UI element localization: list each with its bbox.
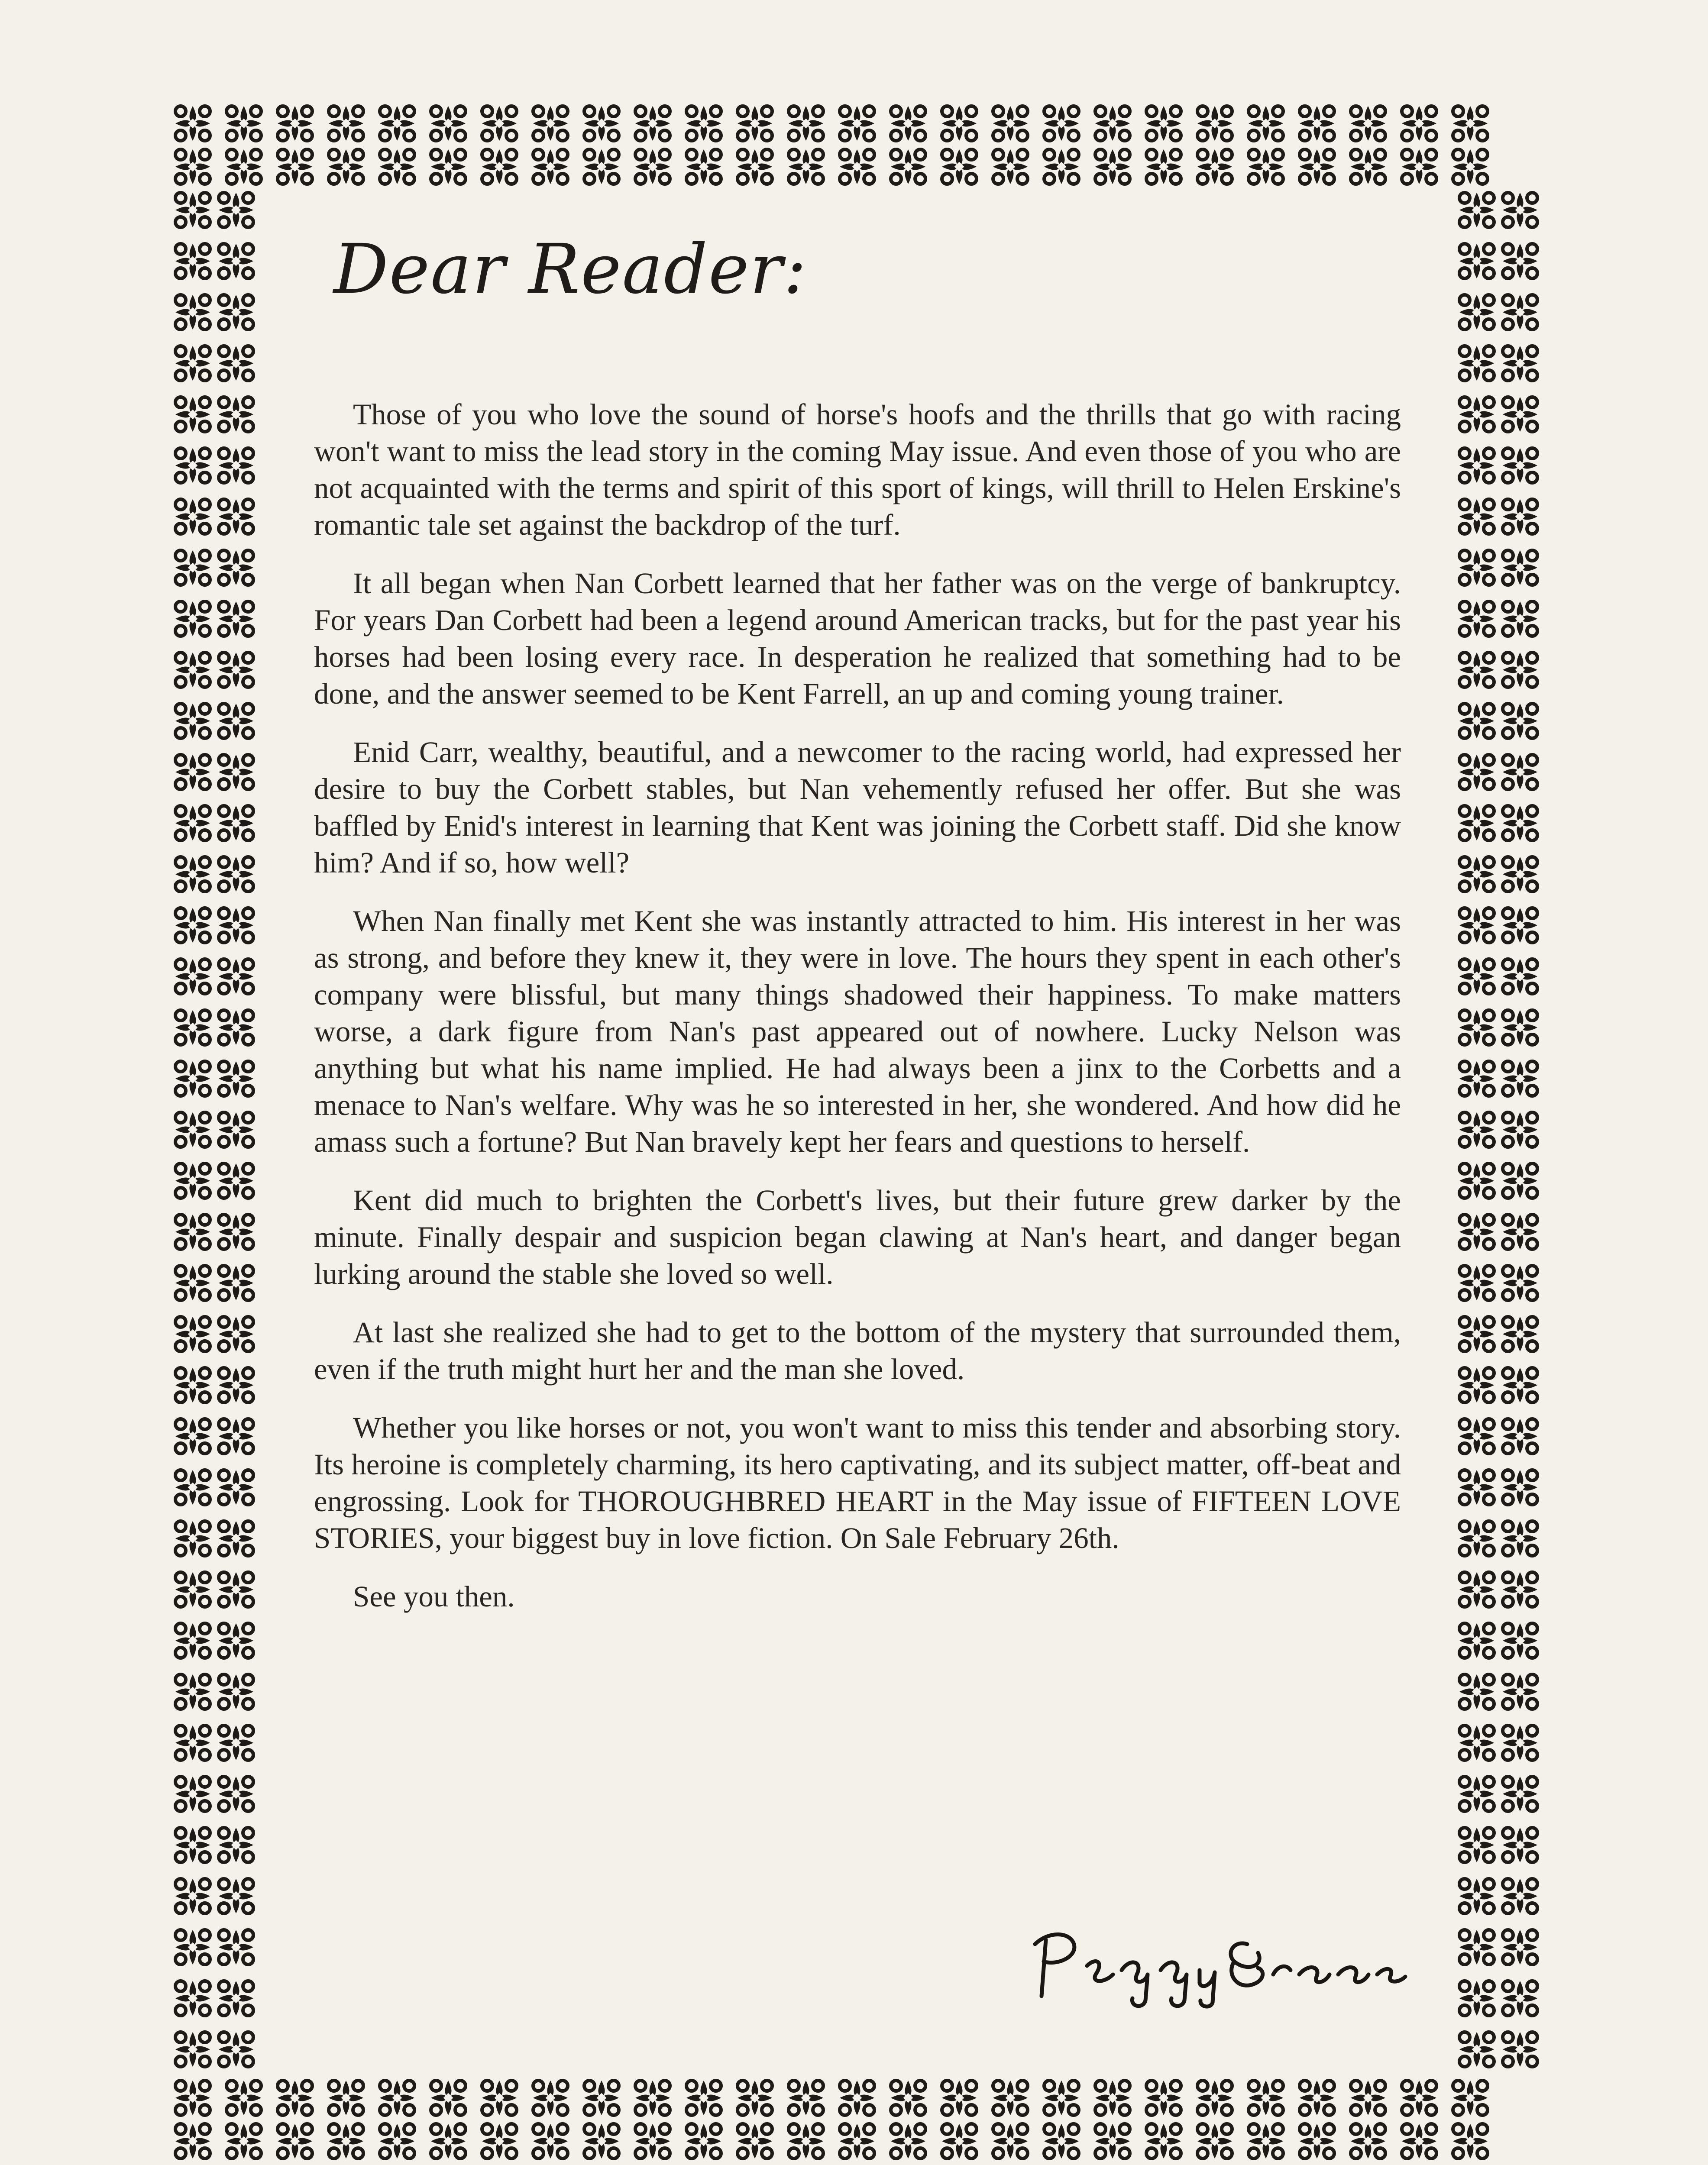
border-ornament: [1503, 1981, 1537, 2016]
border-ornament: [219, 295, 253, 330]
border-ornament: [219, 1828, 253, 1862]
border-ornament: [431, 149, 466, 184]
border-ornament: [175, 1163, 210, 1198]
border-ornament: [219, 448, 253, 483]
border-ornament: [1146, 2124, 1181, 2159]
border-ornament: [175, 1777, 210, 1811]
border-ornament: [219, 1112, 253, 1147]
border-ornament: [891, 2124, 925, 2159]
border-ornament: [686, 2124, 721, 2159]
border-ornament: [1459, 1879, 1494, 1913]
border-ornament: [1503, 959, 1537, 994]
border-ornament: [431, 2124, 466, 2159]
border-ornament: [175, 1470, 210, 1505]
border-ornament: [219, 499, 253, 534]
border-ornament: [175, 1266, 210, 1300]
border-ornament: [1453, 106, 1488, 141]
border-ornament: [219, 1674, 253, 1709]
paragraph: When Nan finally met Kent she was instantly attracted to him. His interest in her was as strong, and before they knew it, they were in love. The hours they spent in each other's company were blissful, but many things shadowed their happiness. To make matters worse, a dark figure from Nan's past appeared out of nowhere. Lucky Nelson was anything but what his name implied. He had always been a jinx to the Corbetts and a menace to Nan's welfare. Why was he so interested in her, she wondered. And how did he amass such a fortune? But Nan bravely kept her fears and questions to herself.: [314, 905, 1401, 1158]
letter-body: [314, 396, 1401, 1637]
border-ornament: [175, 448, 210, 483]
border-ornament: [278, 2124, 312, 2159]
border-ornament: [1503, 1879, 1537, 1913]
border-ornament: [1095, 149, 1130, 184]
border-ornament: [686, 149, 721, 184]
border-ornament: [584, 106, 619, 141]
border-ornament: [175, 1879, 210, 1913]
border-ornament: [1197, 149, 1232, 184]
border-ornament: [1459, 908, 1494, 943]
border-ornament: [380, 2081, 414, 2115]
border-ornament: [1095, 106, 1130, 141]
border-ornament: [175, 1317, 210, 1351]
border-ornament: [1459, 397, 1494, 432]
border-ornament: [175, 1010, 210, 1045]
border-ornament: [1503, 1674, 1537, 1709]
border-ornament: [175, 857, 210, 892]
border-ornament: [1249, 2081, 1283, 2115]
border-ornament: [380, 149, 414, 184]
border-ornament: [219, 1215, 253, 1249]
border-ornament: [219, 346, 253, 381]
border-ornament: [175, 1674, 210, 1709]
border-ornament: [175, 1521, 210, 1556]
border-ornament: [219, 1163, 253, 1198]
border-ornament: [1459, 1266, 1494, 1300]
border-ornament: [1459, 448, 1494, 483]
border-ornament: [1453, 2081, 1488, 2115]
border-ornament: [1044, 106, 1079, 141]
border-ornament: [1351, 2124, 1385, 2159]
border-ornament: [1459, 2032, 1494, 2067]
border-ornament: [1503, 2032, 1537, 2067]
border-ornament: [738, 2124, 772, 2159]
border-ornament: [1503, 1470, 1537, 1505]
border-ornament: [533, 2081, 568, 2115]
border-ornament: [1503, 346, 1537, 381]
border-ornament: [482, 2081, 517, 2115]
border-ornament: [533, 106, 568, 141]
paragraph: It all began when Nan Corbett learned that her father was on the verge of bankruptcy. For years Dan Corbett had been a legend around American tracks, but for the past year his horses had been losing every race. In desperation he realized that something had to be done, and the answer seemed to be Kent Farrell, an up and coming young trainer.: [314, 567, 1401, 710]
border-ornament: [175, 2032, 210, 2067]
border-ornament: [584, 149, 619, 184]
border-ornament: [175, 1828, 210, 1862]
paragraph: Enid Carr, wealthy, beautiful, and a newcomer to the racing world, had expressed her desire to buy the Corbett stables, but Nan vehemently refused her offer. But she was baffled by Enid's interest in learning that Kent was joining the Corbett staff. Did she know him? And if so, how well?: [314, 736, 1401, 879]
border-ornament: [1503, 1419, 1537, 1454]
border-ornament: [1503, 397, 1537, 432]
border-ornament: [219, 601, 253, 636]
border-ornament: [1459, 1726, 1494, 1760]
border-ornament: [1503, 499, 1537, 534]
letter-heading: Dear Reader:: [333, 229, 808, 309]
border-ornament: [380, 2124, 414, 2159]
border-ornament: [1503, 550, 1537, 585]
border-ornament: [482, 149, 517, 184]
border-ornament: [1503, 1010, 1537, 1045]
border-ornament: [1503, 1368, 1537, 1402]
border-ornament: [635, 2081, 670, 2115]
border-ornament: [942, 2081, 977, 2115]
border-ornament: [1402, 2081, 1436, 2115]
border-ornament: [219, 1930, 253, 1965]
border-ornament: [1503, 1317, 1537, 1351]
border-ornament: [1503, 908, 1537, 943]
border-ornament: [175, 653, 210, 687]
border-ornament: [1503, 653, 1537, 687]
border-ornament: [219, 959, 253, 994]
border-ornament: [219, 1266, 253, 1300]
border-ornament: [1146, 149, 1181, 184]
paragraph: Whether you like horses or not, you won't want to miss this tender and absorbing story. Its heroine is completely charming, its hero captivating, and its subject matter, off-beat and engrossing. Look for THOROUGHBRED HEART in the May issue of FIFTEEN LOVE STORIES, your biggest buy in love fiction. On Sale February 26th.: [314, 1411, 1401, 1554]
border-ornament: [175, 1726, 210, 1760]
border-ornament: [1459, 499, 1494, 534]
border-ornament: [329, 149, 363, 184]
border-ornament: [1459, 1215, 1494, 1249]
border-ornament: [175, 1572, 210, 1607]
border-ornament: [533, 149, 568, 184]
border-ornament: [219, 2032, 253, 2067]
border-ornament: [1300, 106, 1334, 141]
border-ornament: [1459, 1112, 1494, 1147]
border-ornament: [1300, 2124, 1334, 2159]
border-ornament: [431, 2081, 466, 2115]
border-ornament: [1503, 806, 1537, 840]
border-ornament: [175, 1215, 210, 1249]
border-ornament: [329, 2124, 363, 2159]
border-ornament: [1503, 448, 1537, 483]
border-ornament: [738, 149, 772, 184]
border-ornament: [219, 1317, 253, 1351]
border-ornament: [219, 1726, 253, 1760]
border-ornament: [1459, 295, 1494, 330]
border-ornament: [1459, 1521, 1494, 1556]
border-ornament: [584, 2081, 619, 2115]
border-ornament: [329, 2081, 363, 2115]
border-ornament: [1402, 149, 1436, 184]
border-ornament: [1459, 704, 1494, 738]
border-ornament: [219, 1981, 253, 2016]
border-ornament: [1503, 1061, 1537, 1096]
border-ornament: [219, 1623, 253, 1658]
border-ornament: [840, 2124, 874, 2159]
border-ornament: [891, 2081, 925, 2115]
border-ornament: [1503, 1163, 1537, 1198]
border-ornament: [1197, 2124, 1232, 2159]
border-ornament: [1459, 193, 1494, 227]
border-ornament: [1503, 1777, 1537, 1811]
border-ornament: [219, 1470, 253, 1505]
border-ornament: [840, 2081, 874, 2115]
border-ornament: [1095, 2081, 1130, 2115]
border-ornament: [1459, 1368, 1494, 1402]
border-ornament: [1503, 193, 1537, 227]
border-ornament: [942, 149, 977, 184]
border-ornament: [686, 106, 721, 141]
border-ornament: [635, 106, 670, 141]
border-ornament: [942, 106, 977, 141]
border-ornament: [226, 106, 261, 141]
border-ornament: [1197, 2081, 1232, 2115]
border-ornament: [1459, 653, 1494, 687]
border-ornament: [1503, 755, 1537, 789]
border-ornament: [1503, 1266, 1537, 1300]
border-ornament: [175, 1368, 210, 1402]
border-ornament: [1459, 601, 1494, 636]
border-ornament: [175, 1930, 210, 1965]
border-ornament: [1459, 1163, 1494, 1198]
border-ornament: [993, 106, 1028, 141]
border-ornament: [840, 106, 874, 141]
border-ornament: [175, 106, 210, 141]
border-ornament: [1249, 2124, 1283, 2159]
border-ornament: [584, 2124, 619, 2159]
border-ornament: [380, 106, 414, 141]
border-ornament: [431, 106, 466, 141]
border-ornament: [1459, 1061, 1494, 1096]
border-ornament: [219, 1879, 253, 1913]
border-ornament: [219, 244, 253, 278]
border-ornament: [1459, 1572, 1494, 1607]
border-ornament: [1459, 959, 1494, 994]
border-ornament: [1459, 857, 1494, 892]
border-ornament: [1503, 1572, 1537, 1607]
border-ornament: [1459, 806, 1494, 840]
border-ornament: [1459, 1317, 1494, 1351]
border-ornament: [175, 601, 210, 636]
border-ornament: [1503, 1930, 1537, 1965]
border-ornament: [993, 2081, 1028, 2115]
border-ornament: [1197, 106, 1232, 141]
border-ornament: [219, 550, 253, 585]
border-ornament: [1459, 1777, 1494, 1811]
border-ornament: [1459, 1981, 1494, 2016]
handwritten-signature: [1022, 1914, 1412, 2009]
border-ornament: [1503, 704, 1537, 738]
border-ornament: [1503, 601, 1537, 636]
border-ornament: [789, 149, 823, 184]
border-ornament: [891, 106, 925, 141]
border-ornament: [175, 2124, 210, 2159]
paragraph: See you then.: [353, 1580, 515, 1613]
border-ornament: [789, 2124, 823, 2159]
border-ornament: [1044, 2124, 1079, 2159]
border-ornament: [891, 149, 925, 184]
border-ornament: [1503, 295, 1537, 330]
border-ornament: [1459, 1010, 1494, 1045]
border-ornament: [219, 755, 253, 789]
border-ornament: [993, 149, 1028, 184]
border-ornament: [278, 106, 312, 141]
border-ornament: [226, 2081, 261, 2115]
border-ornament: [1249, 106, 1283, 141]
border-ornament: [175, 1623, 210, 1658]
border-ornament: [993, 2124, 1028, 2159]
border-ornament: [219, 1061, 253, 1096]
border-ornament: [1503, 244, 1537, 278]
paragraph: At last she realized she had to get to the bottom of the mystery that surrounded them, even if the truth might hurt her and the man she loved.: [314, 1316, 1401, 1386]
border-ornament: [1453, 2124, 1488, 2159]
border-ornament: [1459, 755, 1494, 789]
border-ornament: [1146, 2081, 1181, 2115]
border-ornament: [1459, 1828, 1494, 1862]
border-ornament: [1459, 1930, 1494, 1965]
border-ornament: [1459, 1623, 1494, 1658]
paragraph: Kent did much to brighten the Corbett's lives, but their future grew darker by the minute. Finally despair and suspicion began clawing at Nan's heart, and danger began lurking around the stable she loved so well.: [314, 1184, 1401, 1290]
border-ornament: [278, 2081, 312, 2115]
border-ornament: [219, 397, 253, 432]
border-ornament: [1044, 149, 1079, 184]
border-ornament: [635, 2124, 670, 2159]
border-ornament: [789, 106, 823, 141]
border-ornament: [482, 106, 517, 141]
border-ornament: [738, 2081, 772, 2115]
border-ornament: [1044, 2081, 1079, 2115]
border-ornament: [1351, 106, 1385, 141]
border-ornament: [1095, 2124, 1130, 2159]
border-ornament: [635, 149, 670, 184]
border-ornament: [1300, 149, 1334, 184]
border-ornament: [226, 2124, 261, 2159]
border-ornament: [789, 2081, 823, 2115]
border-ornament: [175, 1112, 210, 1147]
border-ornament: [1146, 106, 1181, 141]
border-ornament: [1503, 857, 1537, 892]
border-ornament: [219, 1521, 253, 1556]
border-ornament: [175, 1981, 210, 2016]
border-ornament: [219, 1419, 253, 1454]
border-ornament: [219, 1777, 253, 1811]
border-ornament: [175, 193, 210, 227]
border-ornament: [840, 149, 874, 184]
border-ornament: [1249, 149, 1283, 184]
border-ornament: [1459, 1674, 1494, 1709]
border-ornament: [219, 806, 253, 840]
border-ornament: [1459, 346, 1494, 381]
border-ornament: [175, 1419, 210, 1454]
border-ornament: [175, 908, 210, 943]
border-ornament: [738, 106, 772, 141]
border-ornament: [686, 2081, 721, 2115]
border-ornament: [219, 704, 253, 738]
border-ornament: [1402, 2124, 1436, 2159]
border-ornament: [226, 149, 261, 184]
border-ornament: [482, 2124, 517, 2159]
border-ornament: [219, 1010, 253, 1045]
border-ornament: [278, 149, 312, 184]
border-ornament: [219, 857, 253, 892]
border-ornament: [1459, 1470, 1494, 1505]
border-ornament: [219, 908, 253, 943]
border-ornament: [175, 295, 210, 330]
border-ornament: [1351, 2081, 1385, 2115]
border-ornament: [219, 1572, 253, 1607]
border-ornament: [175, 959, 210, 994]
border-ornament: [1402, 106, 1436, 141]
border-ornament: [175, 149, 210, 184]
paragraph: Those of you who love the sound of horse's hoofs and the thrills that go with racing won't want to miss the lead story in the coming May issue. And even those of you who are not acquainted with the terms and spirit of this sport of kings, will thrill to Helen Erskine's romantic tale set against the backdrop of the turf.: [314, 398, 1401, 541]
border-ornament: [1459, 550, 1494, 585]
border-ornament: [1300, 2081, 1334, 2115]
border-ornament: [1459, 1419, 1494, 1454]
border-ornament: [1503, 1521, 1537, 1556]
border-ornament: [1503, 1215, 1537, 1249]
border-ornament: [175, 397, 210, 432]
border-ornament: [175, 755, 210, 789]
border-ornament: [1459, 244, 1494, 278]
border-ornament: [1503, 1623, 1537, 1658]
border-ornament: [1503, 1112, 1537, 1147]
border-ornament: [219, 193, 253, 227]
border-ornament: [1351, 149, 1385, 184]
border-ornament: [219, 653, 253, 687]
border-ornament: [175, 1061, 210, 1096]
border-ornament: [175, 704, 210, 738]
border-ornament: [175, 2081, 210, 2115]
border-ornament: [175, 499, 210, 534]
border-ornament: [175, 550, 210, 585]
border-ornament: [219, 1368, 253, 1402]
border-ornament: [175, 244, 210, 278]
border-ornament: [1503, 1726, 1537, 1760]
border-ornament: [329, 106, 363, 141]
border-ornament: [533, 2124, 568, 2159]
border-ornament: [1453, 149, 1488, 184]
border-ornament: [1503, 1828, 1537, 1862]
border-ornament: [942, 2124, 977, 2159]
border-ornament: [175, 806, 210, 840]
border-ornament: [175, 346, 210, 381]
